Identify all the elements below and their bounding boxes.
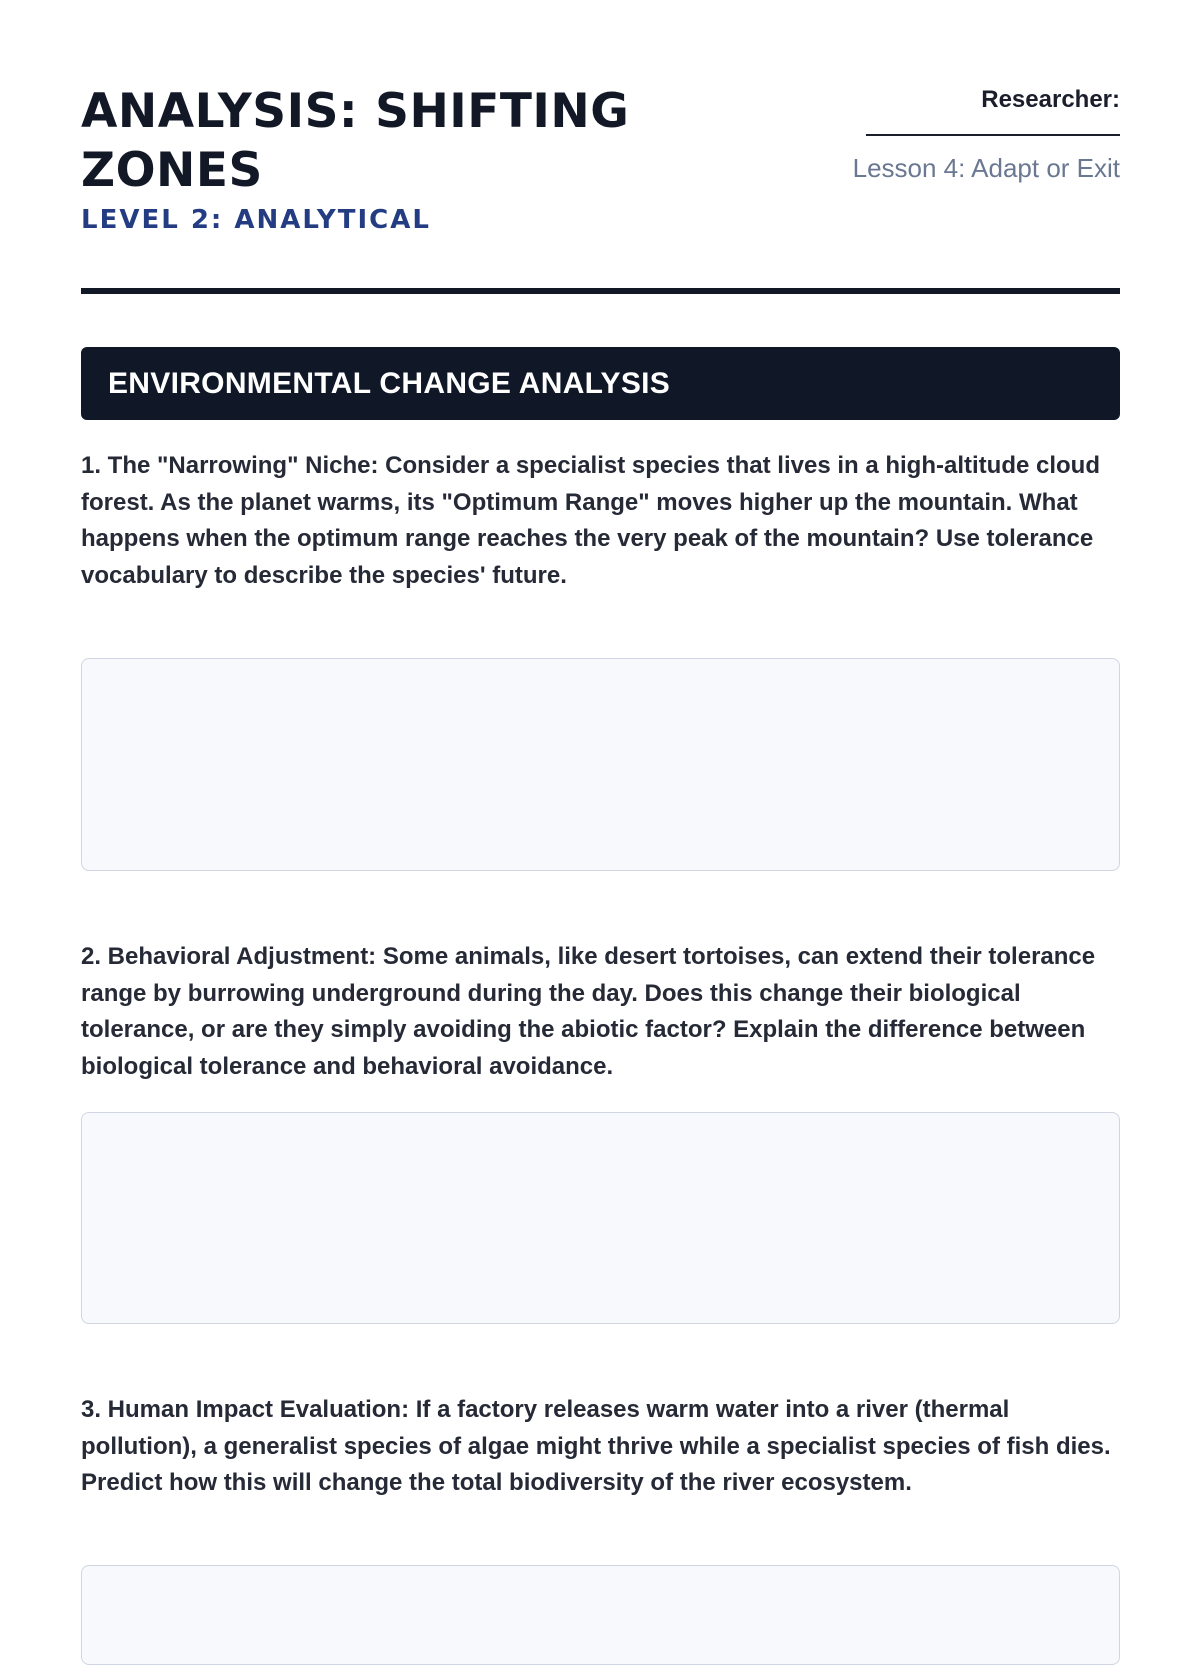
worksheet-page xyxy=(81,0,1120,1496)
section-header xyxy=(81,347,1120,420)
level-subtitle: LEVEL 2: ANALYTICAL xyxy=(81,205,431,235)
researcher-label: Researcher: xyxy=(981,86,1120,113)
worksheet-header xyxy=(81,0,1120,295)
question-1-text: 1. The "Narrowing" Niche: Consider a specialist species that lives in a high-altitude cloud forest. As the planet warms, its "Optimum Range" moves higher up the mountain. What happens when the optimum range reaches the very peak of the mountain? Use tolerance vocabulary to describe the species' future. xyxy=(81,452,1100,589)
question-2-text: 2. Behavioral Adjustment: Some animals, like desert tortoises, can extend their tolerance range by burrowing underground during the day. Does this change their biological tolerance, or are they simply avoiding the abiotic factor? Explain the difference between biological tolerance and behavioral avoidance. xyxy=(81,943,1096,1080)
page-title: ANALYSIS: SHIFTING ZONES xyxy=(81,84,630,198)
answer-box-1[interactable] xyxy=(81,658,1120,871)
section-title: ENVIRONMENTAL CHANGE ANALYSIS xyxy=(108,367,671,400)
researcher-name-line[interactable] xyxy=(866,134,1120,136)
answer-box-2[interactable] xyxy=(81,1112,1120,1324)
header-meta xyxy=(853,84,1120,184)
header-divider xyxy=(81,288,1120,294)
question-3-text: 3. Human Impact Evaluation: If a factory releases warm water into a river (thermal pollution), a generalist species of algae might thrive while a specialist species of fish dies. Predict how this will change the total biodiversity of the river ecosystem. xyxy=(81,1396,1111,1496)
answer-box-3[interactable] xyxy=(81,1565,1120,1665)
lesson-label: Lesson 4: Adapt or Exit xyxy=(852,153,1120,183)
